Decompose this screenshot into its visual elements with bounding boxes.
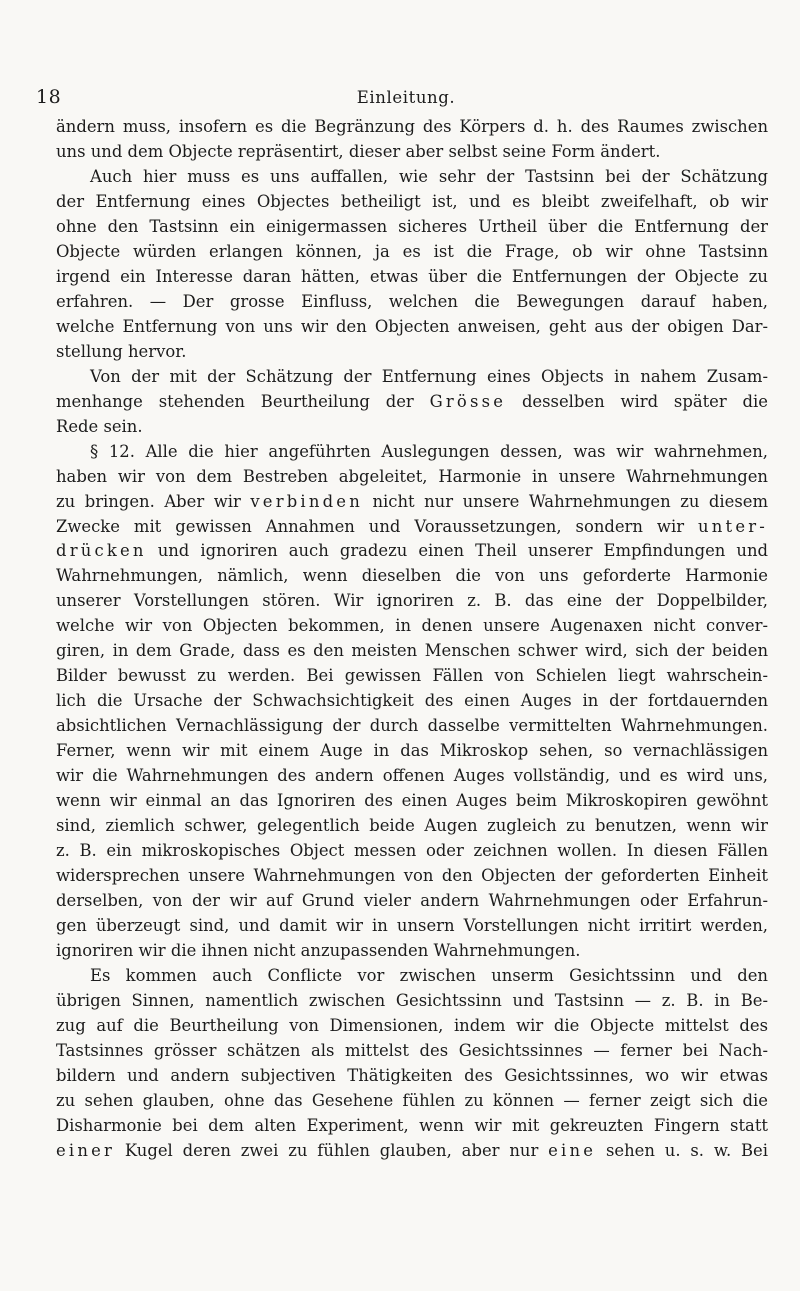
text-segment: Tastsinnes grösser schätzen als mittelst des Gesichtssinnes — ferner bei Nach- [56, 1040, 768, 1060]
text-segment: zug auf die Beurtheilung von Dimensionen, indem wir die Objecte mittelst des [56, 1015, 768, 1035]
text-line [56, 889, 768, 914]
text-line [56, 315, 768, 340]
text-line [56, 1014, 768, 1039]
emphasized-text: eine [548, 1140, 597, 1160]
text-line [56, 639, 768, 664]
text-line [56, 240, 768, 265]
text-line [56, 1039, 768, 1064]
text-segment: Objecte würden erlangen können, ja es ist die Frage, ob wir ohne Tastsinn [56, 241, 768, 261]
emphasized-text: einer [56, 1140, 116, 1160]
text-line [56, 914, 768, 939]
text-line [56, 215, 768, 240]
text-line [56, 1064, 768, 1089]
text-line [56, 140, 768, 165]
text-segment: unserer Vorstellungen stören. Wir ignoriren z. B. das eine der Doppelbilder, [56, 591, 768, 611]
text-line [56, 115, 768, 140]
text-line [56, 390, 768, 415]
text-line [56, 265, 768, 290]
text-segment: lich die Ursache der Schwachsichtigkeit des einen Auges in der fortdauernden [56, 691, 768, 711]
text-segment: sehen u. s. w. Bei [596, 1140, 768, 1160]
emphasized-text: verbinden [250, 491, 363, 511]
text-segment: desselben wird später die [506, 391, 768, 411]
text-segment: giren, in dem Grade, dass es den meisten Menschen schwer wird, sich der beiden [56, 641, 768, 661]
text-line [56, 564, 768, 589]
text-line [56, 490, 768, 515]
text-segment: der Entfernung eines Objectes betheiligt ist, und es bleibt zweifelhaft, ob wir [56, 191, 768, 211]
running-head: Einleitung. [356, 88, 456, 107]
text-line [56, 440, 768, 465]
text-segment: uns und dem Objecte repräsentirt, dieser aber selbst seine Form ändert. [56, 141, 661, 161]
text-segment: zu bringen. Aber wir [56, 491, 251, 511]
text-line [56, 964, 768, 989]
text-line [56, 165, 768, 190]
text-line [56, 689, 768, 714]
text-segment: z. B. ein mikroskopisches Object messen oder zeichnen wollen. In diesen Fällen [56, 841, 768, 861]
text-segment: gen überzeugt sind, und damit wir in unsern Vorstellungen nicht irritirt werden, [56, 916, 768, 935]
text-line [56, 1139, 768, 1164]
text-segment: irgend ein Interesse daran hätten, etwas über die Entfernungen der Objecte zu [56, 266, 768, 286]
text-segment: § 12. Alle die hier angeführten Auslegungen dessen, was wir wahrnehmen, [90, 441, 768, 461]
body-text [56, 115, 768, 1164]
text-line [56, 465, 768, 490]
text-line [56, 839, 768, 864]
text-line [56, 290, 768, 315]
text-segment: Auch hier muss es uns auffallen, wie sehr der Tastsinn bei der Schätzung [90, 166, 768, 186]
text-line [56, 1089, 768, 1114]
text-segment: menhange stehenden Beurtheilung der [56, 391, 430, 411]
text-line [56, 864, 768, 889]
text-segment: ignoriren wir die ihnen nicht anzupassenden Wahrnehmungen. [56, 940, 581, 960]
emphasized-text: Grösse [429, 391, 507, 411]
text-segment: derselben, von der wir auf Grund vieler andern Wahrnehmungen oder Erfahrun- [56, 891, 768, 911]
text-segment: widersprechen unsere Wahrnehmungen von den Objecten der geforderten Einheit [56, 866, 768, 886]
page-number: 18 [36, 86, 62, 108]
text-segment: wir die Wahrnehmungen des andern offenen Auges vollständig, und es wird uns, [56, 766, 768, 786]
text-segment: haben wir von dem Bestreben abgeleitet, Harmonie in unsere Wahrnehmungen [56, 466, 768, 486]
text-line [56, 589, 768, 614]
text-segment: ohne den Tastsinn ein einigermassen sicheres Urtheil über die Entfernung der [56, 216, 768, 236]
text-line [56, 614, 768, 639]
text-line [56, 365, 768, 390]
text-segment: Ferner, wenn wir mit einem Auge in das Mikroskop sehen, so vernachlässigen [56, 741, 768, 761]
text-line [56, 814, 768, 839]
text-line [56, 190, 768, 215]
emphasized-text: drücken [56, 541, 147, 561]
text-segment: Es kommen auch Conflicte vor zwischen unserm Gesichtssinn und den [90, 965, 768, 985]
text-line [56, 539, 768, 564]
text-segment: nicht nur unsere Wahrnehmungen zu diesem [362, 491, 768, 511]
text-line [56, 515, 768, 540]
text-segment: welche Entfernung von uns wir den Objecten anweisen, geht aus der obigen Dar- [56, 316, 768, 336]
text-line [56, 1114, 768, 1139]
text-segment: Disharmonie bei dem alten Experiment, wenn wir mit gekreuzten Fingern statt [56, 1115, 768, 1135]
text-segment: bildern und andern subjectiven Thätigkeiten des Gesichtssinnes, wo wir etwas [56, 1065, 768, 1085]
text-segment: übrigen Sinnen, namentlich zwischen Gesichtssinn und Tastsinn — z. B. in Be- [56, 990, 768, 1010]
emphasized-text: unter- [698, 516, 768, 536]
text-segment: Wahrnehmungen, nämlich, wenn dieselben die von uns geforderte Harmonie [56, 566, 768, 586]
text-segment: erfahren. — Der grosse Einfluss, welchen die Bewegungen darauf haben, [56, 291, 768, 311]
text-line [56, 764, 768, 789]
text-line [56, 415, 768, 440]
text-line [56, 789, 768, 814]
text-segment: wenn wir einmal an das Ignoriren des einen Auges beim Mikroskopiren gewöhnt [56, 791, 768, 811]
text-segment: welche wir von Objecten bekommen, in denen unsere Augenaxen nicht conver- [56, 616, 768, 636]
text-segment: ändern muss, insofern es die Begränzung des Körpers d. h. des Raumes zwischen [56, 117, 768, 136]
text-segment: sind, ziemlich schwer, gelegentlich beide Augen zugleich zu benutzen, wenn wir [56, 816, 768, 836]
text-segment: Von der mit der Schätzung der Entfernung eines Objects in nahem Zusam- [90, 366, 768, 386]
text-line [56, 739, 768, 764]
text-segment: zu sehen glauben, ohne das Gesehene fühlen zu können — ferner zeigt sich die [56, 1090, 768, 1110]
text-segment: absichtlichen Vernachlässigung der durch dasselbe vermittelten Wahrnehmungen. [56, 716, 768, 736]
text-line [56, 664, 768, 689]
text-segment: Kugel deren zwei zu fühlen glauben, aber nur [115, 1140, 549, 1160]
text-segment: Rede sein. [56, 416, 143, 436]
text-line [56, 989, 768, 1014]
text-segment: und ignoriren auch gradezu einen Theil unserer Empfindungen und [146, 541, 768, 561]
text-segment: Zwecke mit gewissen Annahmen und Voraussetzungen, sondern wir [56, 516, 699, 536]
text-line [56, 939, 768, 964]
text-line [56, 340, 768, 365]
text-segment: Bilder bewusst zu werden. Bei gewissen Fällen von Schielen liegt wahrschein- [56, 666, 768, 686]
page-header [36, 86, 776, 108]
text-line [56, 714, 768, 739]
text-segment: stellung hervor. [56, 341, 187, 361]
